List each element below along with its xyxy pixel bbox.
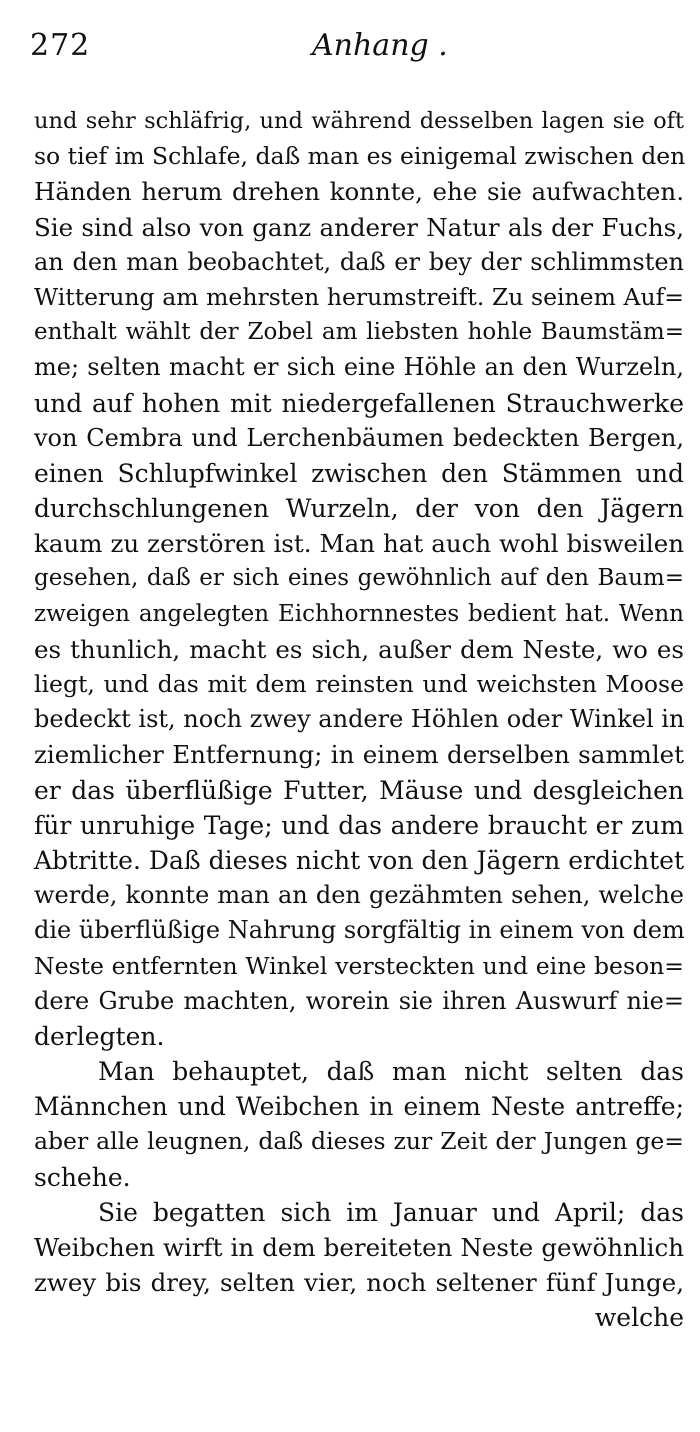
text-line: gesehen, daß er sich eines gewöhnlich auf den Baum= — [34, 565, 684, 592]
text-line: Sie sind also von ganz anderer Natur als der Fuchs, — [34, 212, 684, 242]
text-line: Neste entfernten Winkel versteckten und eine beson= — [34, 951, 684, 980]
text-line: für unruhige Tage; und das andere braucht er zum — [34, 810, 684, 840]
running-head: Anhang . — [312, 28, 448, 63]
text-line: aber alle leugnen, daß dieses zur Zeit der Jungen ge= — [34, 1127, 684, 1156]
page-number: 272 — [30, 28, 91, 63]
text-line: derlegten. — [34, 1021, 165, 1051]
text-line: ziemlicher Entfernung; in einem derselben sammlet — [34, 740, 684, 770]
text-line: dere Grube machten, worein sie ihren Auswurf nie= — [34, 986, 684, 1015]
page-header — [30, 22, 670, 72]
catchword: welche — [594, 1303, 684, 1333]
text-line: zwey bis drey, selten vier, noch seltener fünf Junge, — [34, 1268, 684, 1298]
text-line: so tief im Schlafe, daß man es einigemal zwischen den — [34, 142, 686, 171]
text-line: kaum zu zerstören ist. Man hat auch wohl bisweilen — [34, 529, 684, 559]
text-line: Weibchen wirft in dem bereiteten Neste gewöhnlich — [34, 1233, 684, 1262]
text-line: liegt, und das mit dem reinsten und weichsten Moose — [34, 670, 684, 698]
text-line: an den man beobachtet, daß er bey der schlimmsten — [34, 247, 684, 276]
text-line: me; selten macht er sich eine Höhle an den Wurzeln, — [34, 353, 684, 382]
text-line: zweigen angelegten Eichhornnestes bedient hat. Wenn — [34, 600, 684, 627]
text-line: und auf hohen mit niedergefallenen Strauchwerke — [34, 388, 684, 418]
text-line: Händen herum drehen konnte, ehe sie aufwachten. — [34, 177, 684, 207]
text-line: Witterung am mehrsten herumstreift. Zu seinem Auf= — [34, 282, 684, 311]
text-line: bedeckt ist, noch zwey andere Höhlen oder Winkel in — [34, 705, 685, 734]
text-line: es thunlich, macht es sich, außer dem Neste, wo es — [34, 634, 684, 664]
text-line: und sehr schläfrig, und während desselben lagen sie oft — [34, 108, 684, 134]
text-line: werde, konnte man an den gezähmten sehen, welche — [34, 881, 684, 910]
text-line: enthalt wählt der Zobel am liebsten hohle Baumstäm= — [34, 319, 684, 346]
text-line: Männchen und Weibchen in einem Neste antreffe; — [34, 1092, 684, 1122]
text-line: Sie begatten sich im Januar und April; das — [98, 1197, 684, 1227]
text-line: schehe. — [34, 1162, 131, 1192]
text-line: die überflüßige Nahrung sorgfältig in einem von dem — [34, 916, 685, 945]
text-line: Man behauptet, daß man nicht selten das — [98, 1057, 684, 1087]
text-line: Abtritte. Daß dieses nicht von den Jägern erdichtet — [34, 845, 684, 875]
text-line: er das überflüßige Futter, Mäuse und desgleichen — [34, 775, 684, 805]
text-line: einen Schlupfwinkel zwischen den Stämmen und — [34, 458, 684, 488]
text-line: von Cembra und Lerchenbäumen bedeckten Bergen, — [34, 423, 684, 452]
body-text — [34, 104, 684, 1336]
text-line: durchschlungenen Wurzeln, der von den Jägern — [34, 494, 684, 524]
